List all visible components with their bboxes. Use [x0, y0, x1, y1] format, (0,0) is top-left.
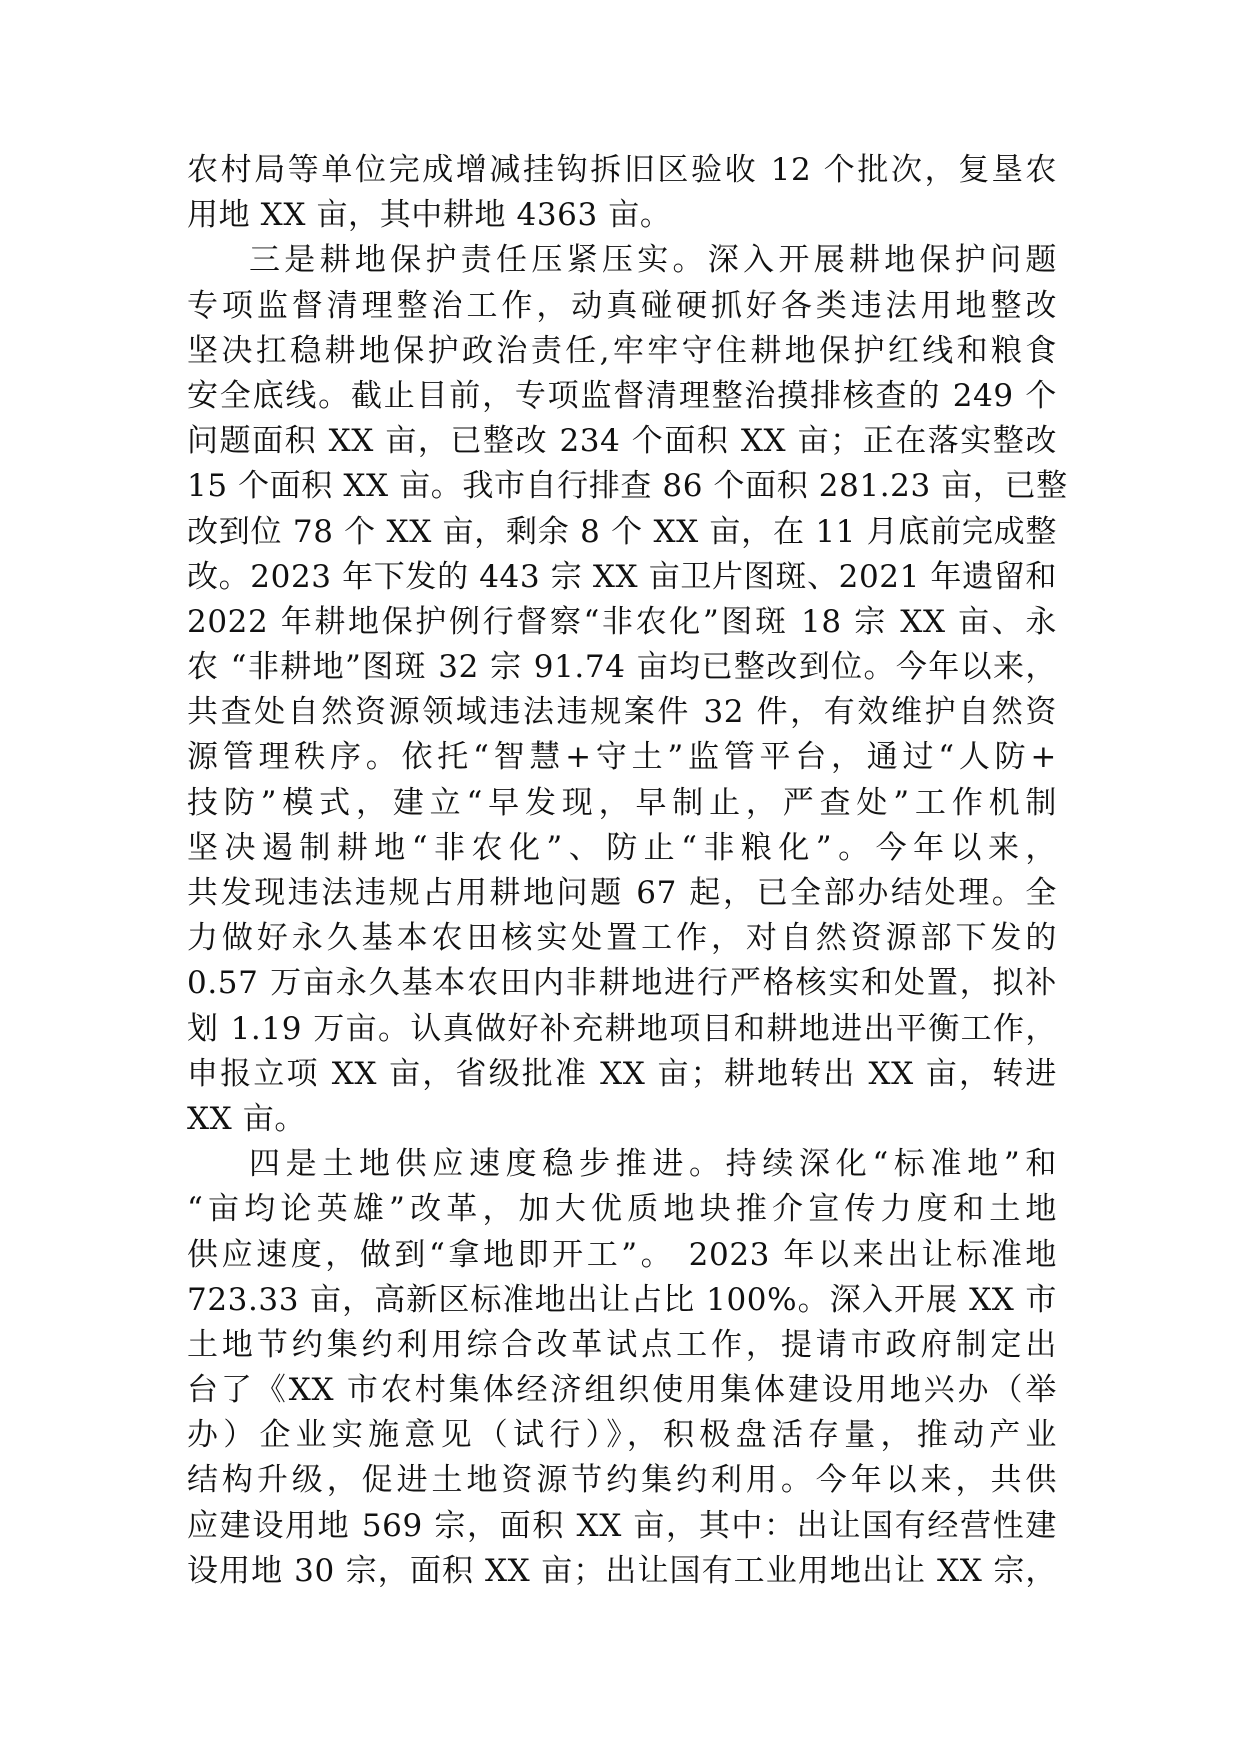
text-line: XX 亩。 — [187, 1100, 306, 1137]
text-line: 设用地 30 宗，面积 XX 亩；出让国有工业用地出让 XX 宗， — [187, 1552, 1057, 1589]
text-line: 四是土地供应速度稳步推进。持续深化“标准地”和 — [249, 1146, 1057, 1183]
text-line: 农村局等单位完成增减挂钩拆旧区验收 12 个批次，复垦农 — [187, 152, 1057, 188]
paragraph-farmland-protection — [187, 238, 1068, 1142]
text-line: 15 个面积 XX 亩。我市自行排查 86 个面积 281.23 亩，已整 — [187, 468, 1068, 505]
text-line: 划 1.19 万亩。认真做好补充耕地项目和耕地进出平衡工作， — [187, 1010, 1057, 1047]
text-line: 申报立项 XX 亩，省级批准 XX 亩；耕地转出 XX 亩，转进 — [187, 1055, 1057, 1092]
text-line: 用地 XX 亩，其中耕地 4363 亩。 — [187, 197, 672, 234]
text-line: 共查处自然资源领域违法违规案件 32 件，有效维护自然资 — [187, 694, 1057, 731]
text-line: 土地节约集约利用综合改革试点工作，提请市政府制定出 — [187, 1326, 1057, 1363]
text-line: 坚决遏制耕地“非农化”、防止“非粮化”。今年以来， — [187, 829, 1057, 866]
text-line: 坚决扛稳耕地保护政治责任,牢牢守住耕地保护红线和粮食 — [187, 332, 1057, 369]
text-line: 技防”模式，建立“早发现，早制止，严查处”工作机制 — [187, 784, 1057, 821]
paragraph-continuation — [187, 148, 1057, 238]
text-line: 安全底线。截止目前，专项监督清理整治摸排核查的 249 个 — [187, 377, 1057, 414]
text-line: 结构升级，促进土地资源节约集约利用。今年以来，共供 — [187, 1462, 1057, 1499]
text-line: 台了《XX 市农村集体经济组织使用集体建设用地兴办（举 — [187, 1372, 1057, 1409]
text-line: 专项监督清理整治工作，动真碰硬抓好各类违法用地整改 — [187, 287, 1057, 324]
text-line: 办）企业实施意见（试行）》，积极盘活存量，推动产业 — [187, 1417, 1057, 1454]
text-line: 源管理秩序。依托“智慧+守土”监管平台，通过“人防+ — [187, 739, 1057, 776]
text-line: 三是耕地保护责任压紧压实。深入开展耕地保护问题 — [249, 242, 1057, 279]
text-line: 农 “非耕地”图斑 32 宗 91.74 亩均已整改到位。今年以来， — [187, 649, 1057, 686]
text-line: 改到位 78 个 XX 亩，剩余 8 个 XX 亩，在 11 月底前完成整 — [187, 513, 1057, 550]
paragraph-land-supply — [187, 1142, 1057, 1594]
text-line: 723.33 亩，高新区标准地出让占比 100%。深入开展 XX 市 — [187, 1281, 1057, 1318]
text-line: “亩均论英雄”改革，加大优质地块推介宣传力度和土地 — [187, 1191, 1057, 1228]
text-line: 供应速度，做到“拿地即开工”。 2023 年以来出让标准地 — [187, 1236, 1057, 1273]
text-line: 2022 年耕地保护例行督察“非农化”图斑 18 宗 XX 亩、永 — [187, 603, 1057, 640]
text-line: 问题面积 XX 亩，已整改 234 个面积 XX 亩；正在落实整改 — [187, 423, 1057, 460]
text-line: 共发现违法违规占用耕地问题 67 起，已全部办结处理。全 — [187, 875, 1057, 911]
document-body — [187, 148, 1068, 1594]
text-line: 0.57 万亩永久基本农田内非耕地进行严格核实和处置，拟补 — [187, 965, 1057, 1002]
text-line: 力做好永久基本农田核实处置工作，对自然资源部下发的 — [187, 920, 1057, 957]
text-line: 改。2023 年下发的 443 宗 XX 亩卫片图斑、2021 年遗留和 — [187, 558, 1057, 595]
text-line: 应建设用地 569 宗，面积 XX 亩，其中：出让国有经营性建 — [187, 1507, 1057, 1544]
